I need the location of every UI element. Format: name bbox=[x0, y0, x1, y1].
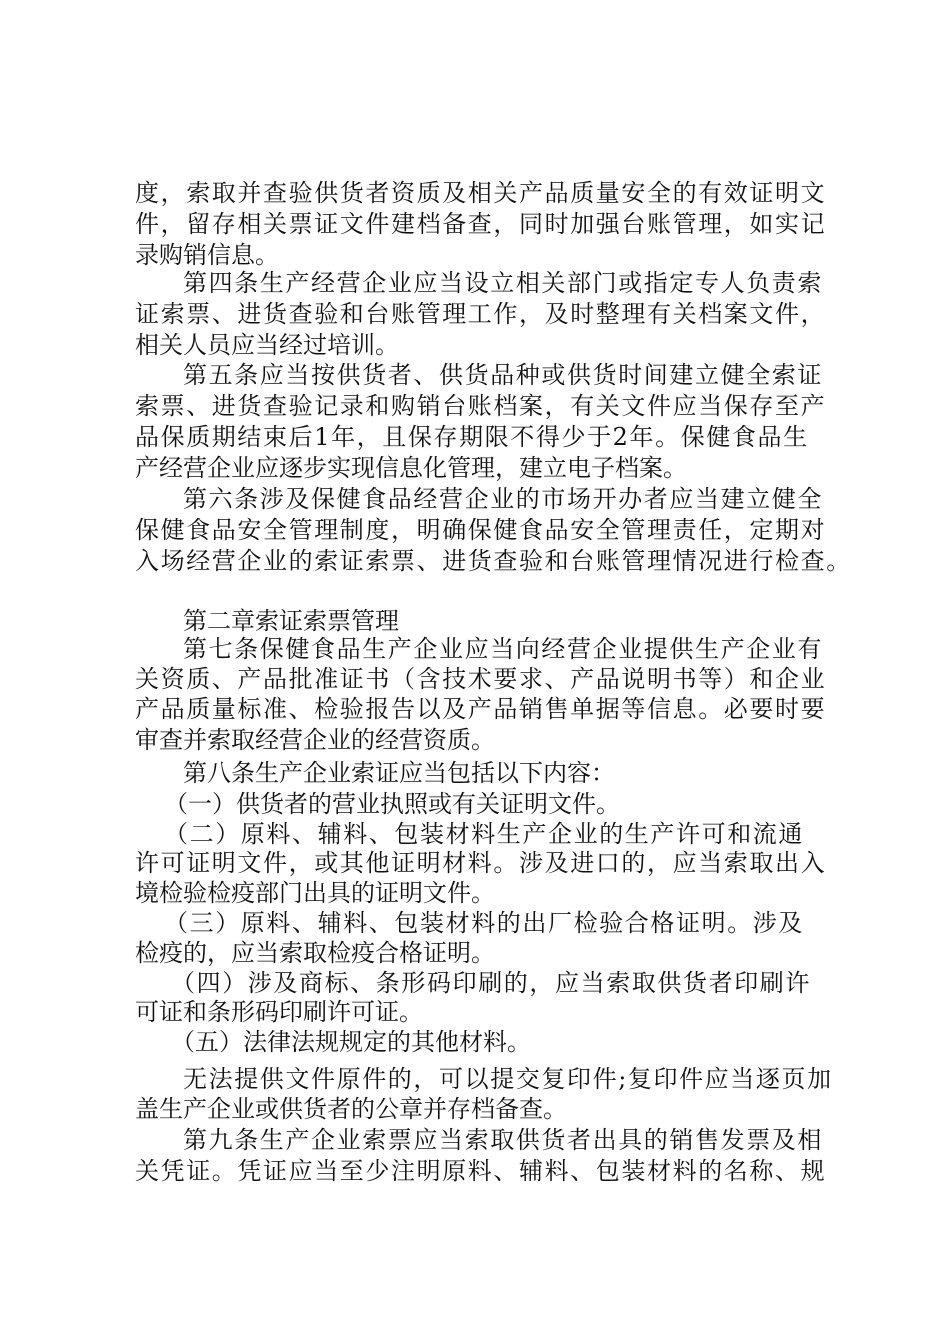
text-line: 产经营企业应逐步实现信息化管理，建立电子档案。 bbox=[135, 454, 687, 482]
text-line: 第五条应当按供货者、供货品种或供货时间建立健全索证 bbox=[183, 361, 823, 389]
text-line: 检疫的，应当索取检疫合格证明。 bbox=[135, 939, 495, 967]
text-line: 关资质、产品批准证书（含技术要求、产品说明书等）和企业 bbox=[135, 665, 827, 693]
text-line: 证索票、进货查验和台账管理工作，及时整理有关档案文件， bbox=[135, 300, 827, 328]
text-line: 品保质期结束后1年，且保存期限不得少于2年。保健食品生 bbox=[135, 423, 809, 451]
text-line: 录购销信息。 bbox=[135, 241, 279, 269]
text-line: （三）原料、辅料、包装材料的出厂检验合格证明。涉及 bbox=[164, 909, 804, 937]
text-line: 产品质量标准、检验报告以及产品销售单据等信息。必要时要 bbox=[135, 695, 827, 723]
text-line: 可证和条形码印刷许可证。 bbox=[135, 998, 423, 1026]
text-line: 无法提供文件原件的，可以提交复印件;复印件应当逐页加 bbox=[183, 1065, 833, 1093]
text-line: 第七条保健食品生产企业应当向经营企业提供生产企业有 bbox=[183, 635, 823, 663]
text-line: 第八条生产企业索证应当包括以下内容： bbox=[183, 759, 615, 787]
text-line: 许可证明文件，或其他证明材料。涉及进口的，应当索取出入 bbox=[135, 849, 827, 877]
text-line: 件，留存相关票证文件建档备查，同时加强台账管理，如实记 bbox=[135, 210, 827, 238]
text-line: 第四条生产经营企业应当设立相关部门或指定专人负责索 bbox=[183, 269, 823, 297]
text-line: 入场经营企业的索证索票、进货查验和台账管理情况进行检查。 bbox=[135, 547, 852, 575]
text-line: 关凭证。凭证应当至少注明原料、辅料、包装材料的名称、规 bbox=[135, 1157, 827, 1185]
text-line: （五）法律法规规定的其他材料。 bbox=[171, 1028, 531, 1056]
text-line: 境检验检疫部门出具的证明文件。 bbox=[135, 879, 495, 907]
text-line: 审查并索取经营企业的经营资质。 bbox=[135, 726, 495, 754]
text-line: 第九条生产企业索票应当索取供货者出具的销售发票及相 bbox=[183, 1126, 823, 1154]
text-line: （一）供货者的营业执照或有关证明文件。 bbox=[164, 790, 620, 818]
text-line: （二）原料、辅料、包装材料生产企业的生产许可和流通 bbox=[164, 820, 804, 848]
text-line: 保健食品安全管理制度，明确保健食品安全管理责任，定期对 bbox=[135, 516, 827, 544]
text-line: 第六条涉及保健食品经营企业的市场开办者应当建立健全 bbox=[183, 485, 823, 513]
text-line: 相关人员应当经过培训。 bbox=[135, 331, 399, 359]
text-line: 索票、进货查验记录和购销台账档案，有关文件应当保存至产 bbox=[135, 392, 827, 420]
text-line: 度，索取并查验供货者资质及相关产品质量安全的有效证明文 bbox=[135, 179, 827, 207]
chapter-heading: 第二章索证索票管理 bbox=[183, 607, 399, 635]
text-line: （四）涉及商标、条形码印刷的，应当索取供货者印刷许 bbox=[171, 969, 811, 997]
text-line: 盖生产企业或供货者的公章并存档备查。 bbox=[135, 1095, 567, 1123]
